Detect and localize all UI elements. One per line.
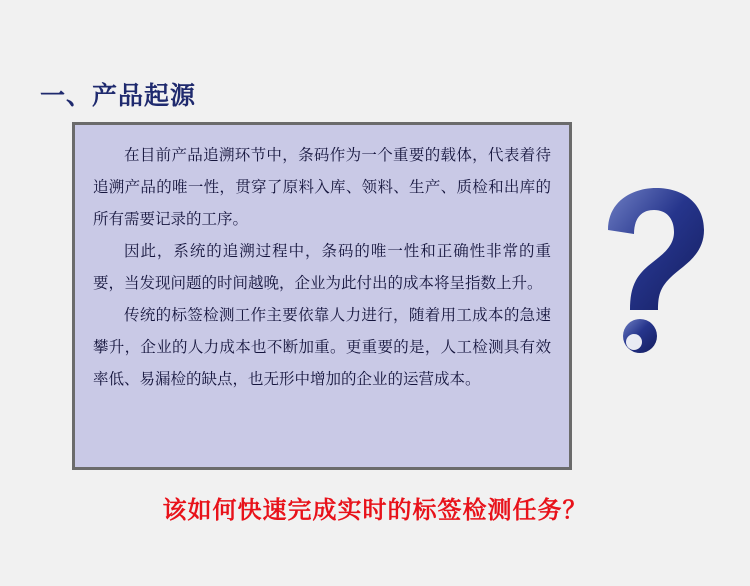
content-text [93, 139, 551, 395]
paragraph-3: 传统的标签检测工作主要依靠人力进行，随着用工成本的急速攀升，企业的人力成本也不断加重。更重要的是，人工检测具有效率低、易漏检的缺点，也无形中增加的企业的运营成本。 [93, 306, 551, 388]
paragraph-2: 因此，系统的追溯过程中，条码的唯一性和正确性非常的重要，当发现问题的时间越晚，企业为此付出的成本将呈指数上升。 [93, 242, 551, 292]
page-title: 一、产品起源 [40, 81, 197, 110]
question-mark-icon [586, 186, 716, 356]
footer-question: 该如何快速完成实时的标签检测任务？ [162, 496, 588, 524]
paragraph-1: 在目前产品追溯环节中，条码作为一个重要的载体，代表着待追溯产品的唯一性，贯穿了原料入库、领料、生产、质检和出库的所有需要记录的工序。 [93, 146, 551, 228]
content-box [72, 122, 572, 470]
